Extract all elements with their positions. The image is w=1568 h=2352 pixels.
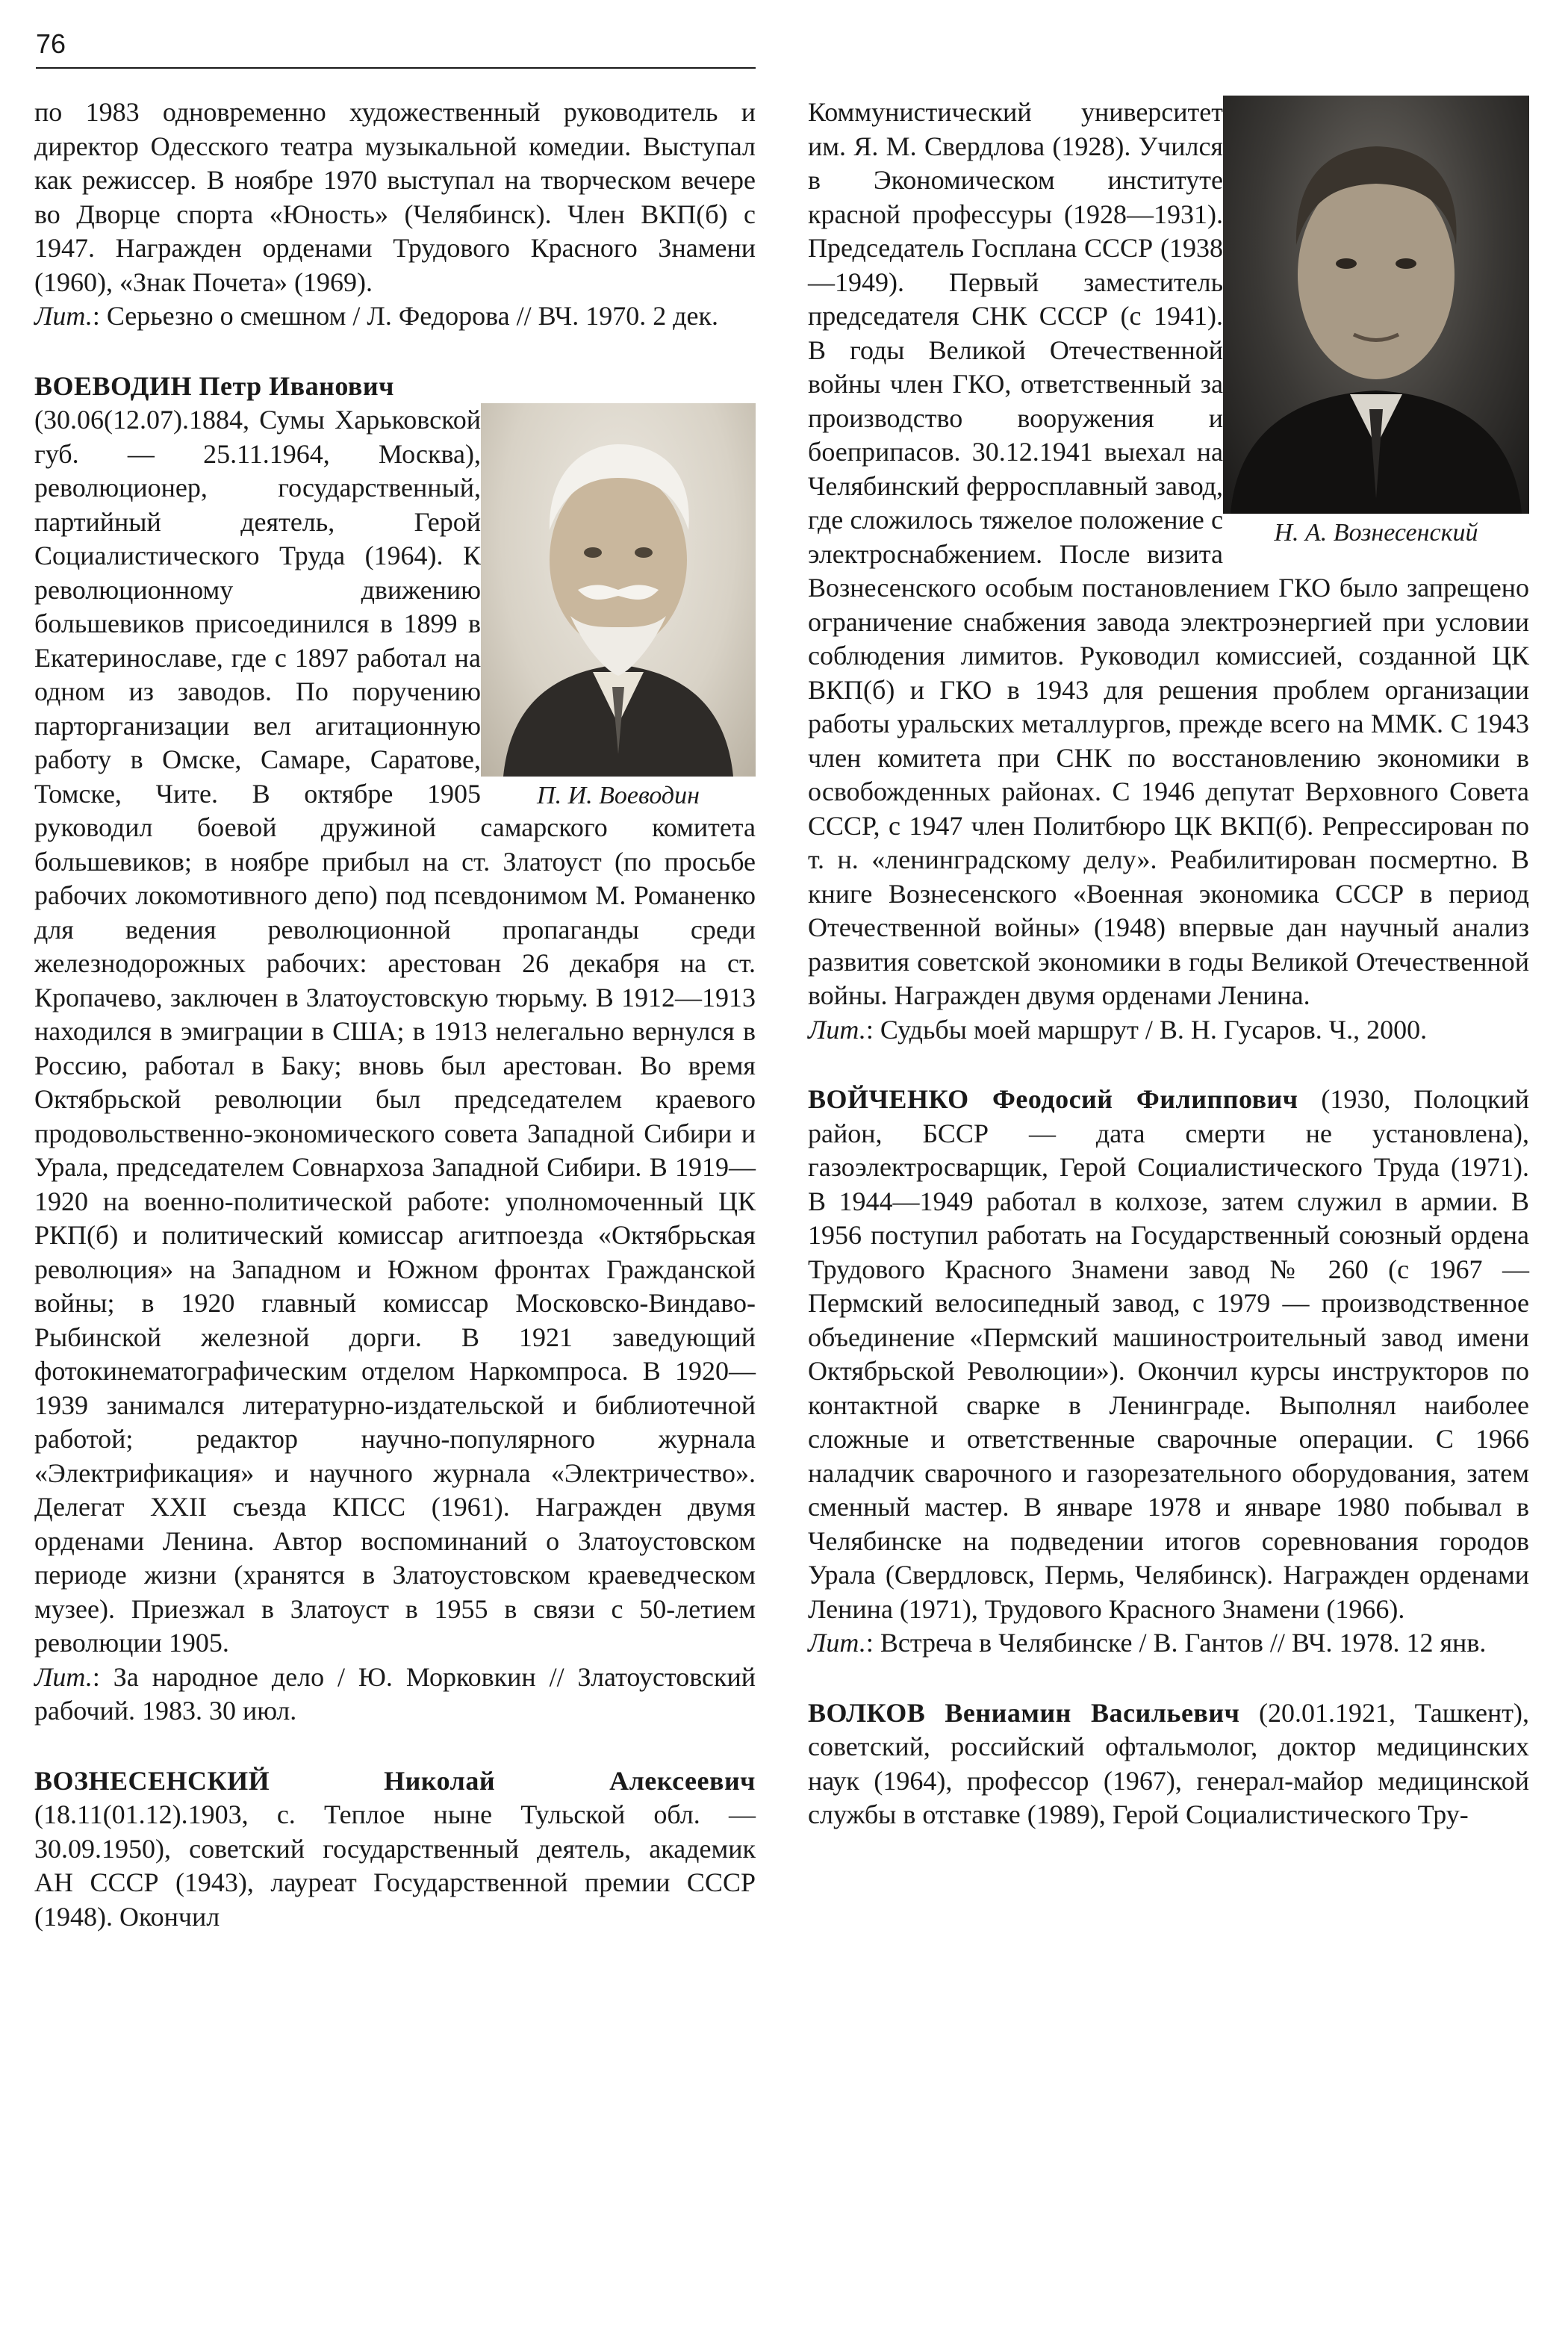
literature-text: : Судьбы моей маршрут / В. Н. Гусаров. Ч., 2000. xyxy=(865,1014,1428,1045)
entry-text: Коммунистический университет им. Я. М. Свердлова (1928). Учился в Экономическом институте красной профессуры (1928—1931). Председатель Госплана СССР (1938—1949). Первый заместитель председателя СНК СССР (с 1941). В годы Великой Отечественной войны член ГКО, ответственный за производство вооружения и боеприпасов. 30.12.1941 выехал на Челябинский ферросплавный завод, где сложилось тяжелое положение с электроснабжением. После визита Вознесенского особым постановлением ГКО было запрещено ограничение снабжения завода электроэнергией при условии соблюдения лимитов. Руководил комиссией, созданной ЦК ВКП(б) и ГКО в 1943 для решения проблем организации работы уральских металлургов, прежде всего на ММК. С 1943 член комитета при СНК по восстановлению экономики в освобожденных районах. С 1946 депутат Верховного Совета СССР, с 1947 член Политбюро ЦК ВКП(б). Репрессирован по т. н. «ленинградскому делу». Реабилитирован посмертно. В книге Вознесенского «Военная экономика СССР в период Отечественной войны» (1948) впервые дан научный анализ развития советской экономики в годы Великой Отечественной войны. Награжден двумя орденами Ленина. xyxy=(808,97,1529,1010)
literature-label: Лит. xyxy=(808,1014,866,1045)
left-column xyxy=(34,96,756,1934)
entry-text: (30.06(12.07).1884, Сумы Харьковской губ. — 25.11.1964, Москва), революционер, государственный, партийный деятель, Герой Социалистического Труда (1964). К революционному движению большевиков присоединился в 1899 в Екатеринославе, где с 1897 работал на одном из заводов. По поручению парторганизации вел агитационную работу в Омске, Самаре, Саратове, Томске, Чите. В октябре 1905 руководил боевой дружиной самарского комитета большевиков; в ноябре прибыл на ст. Златоуст (по просьбе рабочих локомотивного депо) под псевдонимом М. Романенко для ведения революционной пропаганды среди железнодорожных рабочих: арестован 26 декабря на ст. Кропачево, заключен в Златоустовскую тюрьму. В 1912—1913 находился в эмиграции в США; в 1913 нелегально вернулся в Россию, работал в Баку; вновь был арестован. Во время Октябрьской революции был председателем краевого продовольственно-экономического совета Западной Сибири и Урала, председателем Совнархоза Западной Сибири. В 1919—1920 на военно-политической работе: уполномоченный ЦК РКП(б) и политический комиссар агитпоезда «Октябрьская революция» на Западном и Южном фронтах Гражданской войны; в 1920 главный комиссар Московско-Виндаво-Рыбинской железной дорги. В 1921 заведующий фотокинематографическим отделом Наркомпроса. В 1920—1939 занимался литературно-издательской и библиотечной работой; редактор научно-популярного журнала «Электрификация» и научного журнала «Электричество». Делегат XXII съезда КПСС (1961). Награжден двумя орденами Ленина. Автор воспоминаний о Златоустовском периоде жизни (хранятся в Златоустовском краеведческом музее). Приезжал в Златоуст в 1955 в связи с 50-летием революции 1905. xyxy=(34,405,756,1658)
entry-headword: ВОЕВОДИН Петр Иванович xyxy=(34,370,394,401)
entry-headword: ВОЛКОВ Вениамин Васильевич xyxy=(808,1697,1240,1728)
literature-text: : За народное дело / Ю. Морковкин // Златоустовский рабочий. 1983. 30 июл. xyxy=(34,1661,756,1726)
portrait-voevodin xyxy=(481,403,756,811)
entry-text: (18.11(01.12).1903, с. Теплое ныне Тульской обл. — 30.09.1950), советский государственный деятель, академик АН СССР (1943), лауреат Государственной премии СССР (1948). Окончил xyxy=(34,1799,756,1932)
entry-text: (1930, Полоцкий район, БССР — дата смерти не установлена), газоэлектросварщик, Герой Социалистического Труда (1971). В 1944—1949 работал в колхозе, затем служил в армии. В 1956 поступил работать на Государственный союзный ордена Трудового Красного Знамени завод № 260 (с 1967 — Пермский велосипедный завод, с 1979 — производственное объединение «Пермский машиностроительный завод имени Октябрьской Революции»). Окончил курсы инструкторов по контактной сварке в Ленинграде. Выполнял наиболее сложные и ответственные сварочные операции. С 1966 наладчик сварочного и газорезательного оборудования, затем сменный мастер. В январе 1978 и январе 1980 побывал в Челябинске на подведении итогов соревнования городов Урала (Свердловск, Пермь, Челябинск). Награжден орденами Ленина (1971), Трудового Красного Знамени (1966). xyxy=(808,1084,1530,1624)
literature-label: Лит. xyxy=(34,1661,93,1692)
portrait-image xyxy=(481,403,756,777)
entry-voevodin xyxy=(34,370,756,404)
portrait-voevodin-illustration xyxy=(481,403,756,777)
entry-voevodin-literature xyxy=(34,1661,756,1729)
entry-headword: ВОЙЧЕНКО Феодосий Филиппович xyxy=(808,1084,1298,1114)
entry-voznesensky-literature xyxy=(808,1013,1529,1048)
photo-caption: П. И. Воеводин xyxy=(537,782,700,809)
literature-label: Лит. xyxy=(34,301,93,331)
entry-text: (20.01.1921, Ташкент), советский, российский офтальмолог, доктор медицинских наук (1964), профессор (1967), генерал-майор медицинской службы в отставке (1989), Герой Социалистического Тру- xyxy=(808,1697,1529,1829)
literature-text: : Встреча в Челябинске / В. Гантов // ВЧ. 1978. 12 янв. xyxy=(865,1628,1487,1658)
literature-label: Лит. xyxy=(808,1628,866,1658)
header-rule xyxy=(36,67,756,69)
page-number: 76 xyxy=(36,28,66,59)
entry-volkov xyxy=(808,1696,1529,1832)
continued-entry xyxy=(34,96,756,299)
entry-voznesensky xyxy=(34,1764,756,1935)
portrait-image xyxy=(1223,96,1529,514)
continued-entry-literature xyxy=(34,299,756,334)
entry-voychenko xyxy=(808,1083,1529,1626)
right-column xyxy=(808,96,1529,1832)
entry-voychenko-literature xyxy=(808,1626,1529,1661)
portrait-voznesensky-illustration xyxy=(1223,96,1529,514)
continued-entry-text: по 1983 одновременно художественный руководитель и директор Одесского театра музыкальной комедии. Выступал как режиссер. В ноябре 1970 выступал на творческом вечере во Дворце спорта «Юность» (Челябинск). Член ВКП(б) с 1947. Награжден орденами Трудового Красного Знамени (1960), «Знак Почета» (1969). xyxy=(34,97,756,297)
photo-caption: Н. А. Вознесенский xyxy=(1274,519,1478,547)
literature-text: : Серьезно о смешном / Л. Федорова // ВЧ. 1970. 2 дек. xyxy=(92,301,718,331)
entry-headword: ВОЗНЕСЕНСКИЙ Николай Алексеевич xyxy=(34,1765,756,1796)
portrait-voznesensky xyxy=(1223,96,1529,548)
